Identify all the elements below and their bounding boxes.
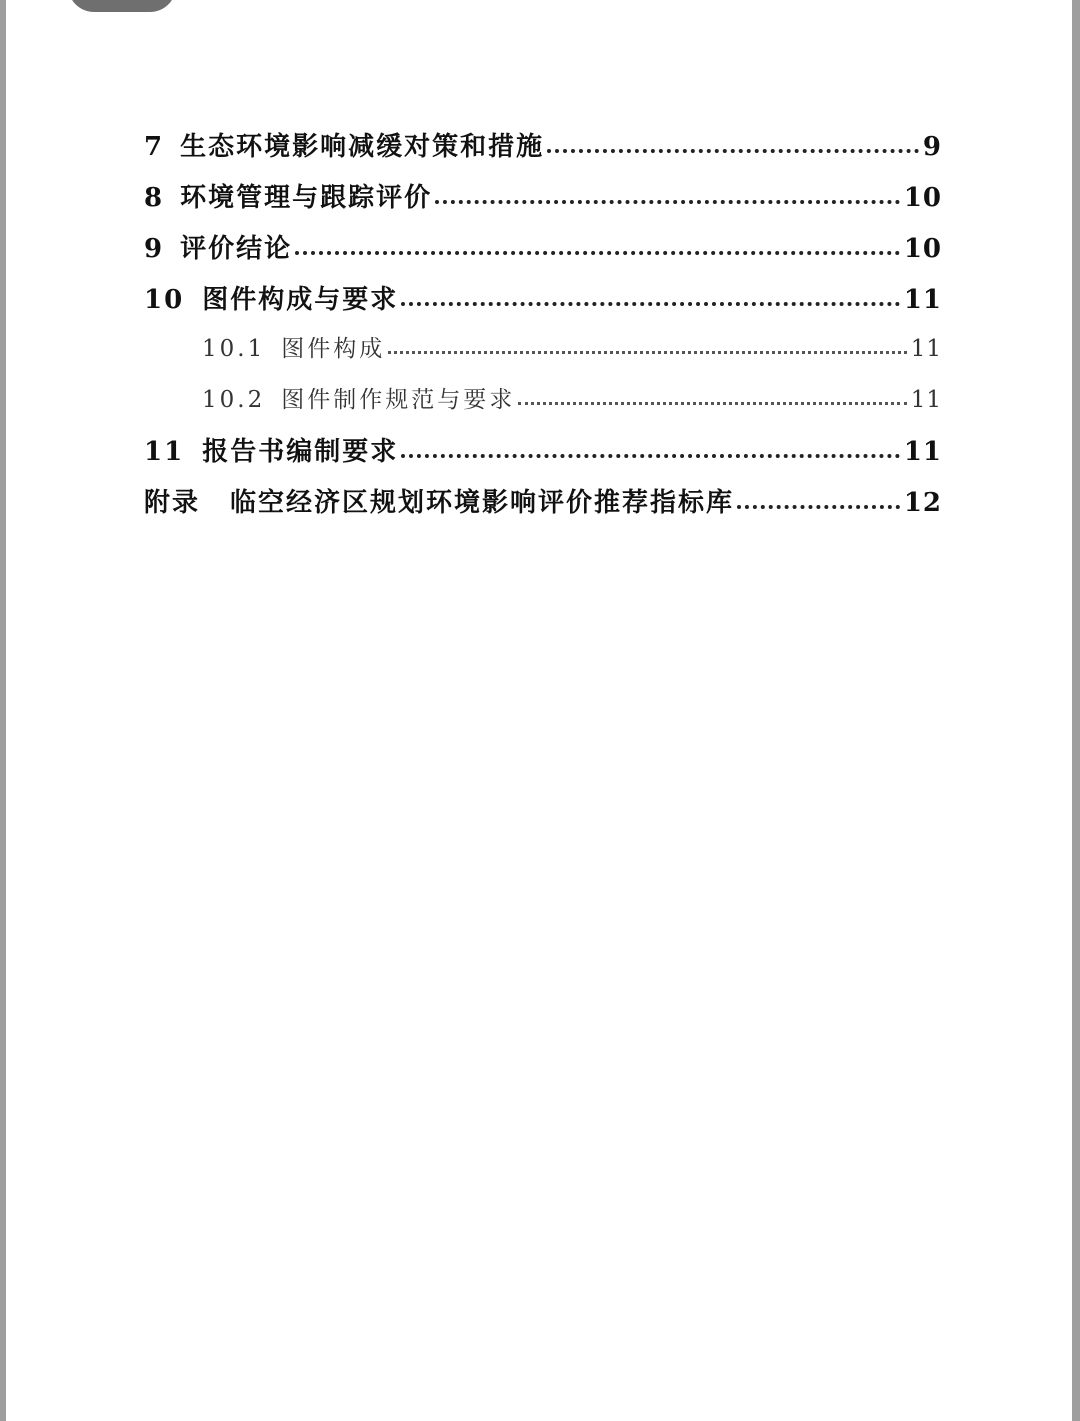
toc-entry-title: 图件构成 [281,336,386,362]
toc-entry-number: 7 [144,132,165,162]
toc-entry-page: 9 [922,132,942,162]
toc-entry-appendix[interactable] [144,482,942,519]
toc-entry-number: 8 [144,183,165,213]
toc-entry-title: 图件构成与要求 [202,285,399,315]
toc-entry-8[interactable] [144,177,942,214]
toc-entry-11[interactable] [144,431,942,468]
toc-entry-title: 环境管理与跟踪评价 [180,183,433,213]
toc-entry-number: 11 [144,437,185,467]
toc-entry-number: 10 [144,285,185,315]
toc-entry-page: 12 [903,488,942,518]
toc-entry-title: 临空经济区规划环境影响评价推荐指标库 [230,488,735,518]
toc-leader-dots [388,351,907,354]
toc-entry-title: 评价结论 [180,234,293,264]
toc-entry-number: 9 [144,234,165,264]
toc-entry-number: 附录 [144,488,201,518]
toc-entry-page: 11 [910,336,942,362]
toc-leader-dots [518,402,907,405]
toc-entry-title: 图件制作规范与要求 [281,387,516,413]
toc-leader-dots [401,454,900,458]
toc-entry-10-1[interactable] [144,330,942,363]
toc-leader-dots [401,302,900,306]
page-corner-tab [68,0,176,12]
toc-leader-dots [435,200,900,204]
toc-entry-number: 10.2 [202,387,266,413]
toc-entry-9[interactable] [144,228,942,265]
toc-entry-page: 10 [903,183,942,213]
toc-entry-page: 11 [910,387,942,413]
toc-entry-number: 10.1 [202,336,266,362]
toc-entry-page: 11 [903,437,942,467]
toc-entry-title: 报告书编制要求 [202,437,399,467]
toc-leader-dots [547,149,919,153]
toc-entry-title: 生态环境影响减缓对策和措施 [180,132,545,162]
toc-entry-10[interactable] [144,279,942,316]
toc-entry-7[interactable] [144,126,942,163]
document-page [6,0,1072,1421]
toc-leader-dots [737,505,900,509]
toc-leader-dots [295,251,900,255]
toc-entry-page: 11 [903,285,942,315]
toc-entry-10-2[interactable] [144,381,942,414]
toc-entry-page: 10 [903,234,942,264]
